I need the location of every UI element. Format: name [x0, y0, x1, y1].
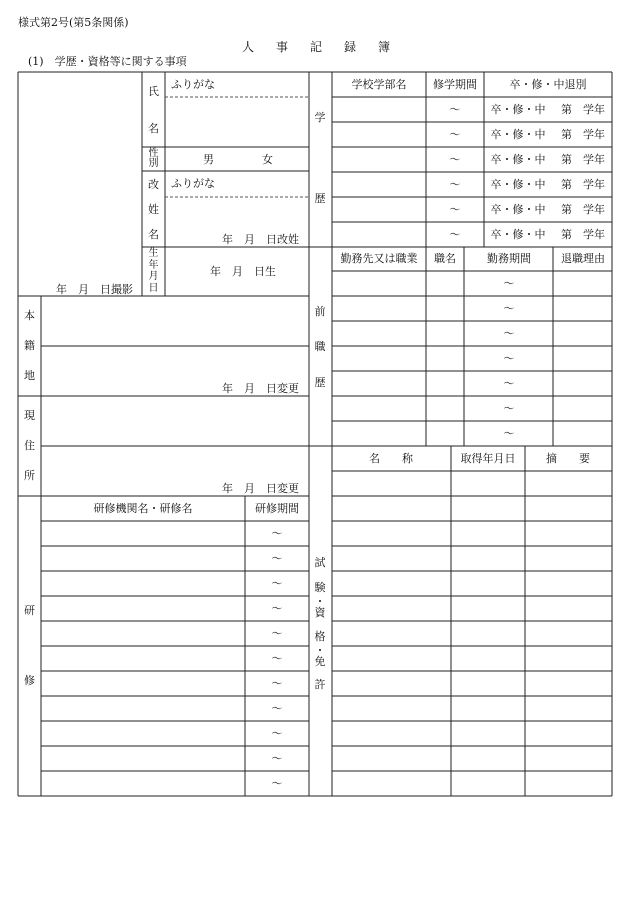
- education-status-options[interactable]: 卒・修・中: [490, 153, 546, 166]
- address-change-date: 年 月 日変更: [222, 482, 299, 495]
- education-grade: 第 学年: [561, 153, 605, 166]
- training-period-mark: ～: [271, 577, 283, 590]
- education-grade: 第 学年: [561, 128, 605, 141]
- license-label-char: ・: [314, 644, 326, 657]
- training-period-mark: ～: [271, 652, 283, 665]
- license-label-char: ・: [314, 595, 326, 608]
- training-header-name: 研修機関名・研修名: [93, 502, 193, 515]
- education-header-period: 修学期間: [433, 78, 477, 91]
- career-header-employer: 勤務先又は職業: [340, 252, 418, 265]
- career-label-char: 歴: [314, 376, 326, 389]
- name-change-date: 年 月 日改姓: [222, 233, 299, 246]
- education-period-mark: ～: [449, 128, 461, 141]
- career-period-mark: ～: [503, 327, 515, 340]
- sex-option-male[interactable]: 男: [203, 153, 214, 166]
- career-header-period: 勤務期間: [487, 252, 531, 265]
- education-label-char: 歴: [314, 192, 326, 205]
- education-grade: 第 学年: [561, 103, 605, 116]
- training-period-mark: ～: [271, 527, 283, 540]
- sex-label: 性 別: [148, 148, 159, 169]
- career-period-mark: ～: [503, 402, 515, 415]
- education-grade: 第 学年: [561, 178, 605, 191]
- education-header-status: 卒・修・中退別: [509, 78, 587, 91]
- career-label-char: 前: [314, 305, 326, 318]
- training-period-mark: ～: [271, 602, 283, 615]
- license-label-char: 資: [314, 606, 326, 619]
- training-period-mark: ～: [271, 677, 283, 690]
- education-status-options[interactable]: 卒・修・中: [490, 103, 546, 116]
- education-status-options[interactable]: 卒・修・中: [490, 128, 546, 141]
- education-period-mark: ～: [449, 153, 461, 166]
- form-number: 様式第2号(第5条関係): [18, 16, 129, 29]
- education-label-char: 学: [314, 111, 326, 124]
- career-header-reason: 退職理由: [561, 252, 605, 265]
- career-header-title: 職名: [434, 252, 456, 265]
- career-period-mark: ～: [503, 277, 515, 290]
- education-period-mark: ～: [449, 203, 461, 216]
- training-header-period: 研修期間: [255, 502, 299, 515]
- education-header-school: 学校学部名: [351, 78, 407, 91]
- training-period-mark: ～: [271, 552, 283, 565]
- training-period-mark: ～: [271, 727, 283, 740]
- education-period-mark: ～: [449, 103, 461, 116]
- career-period-mark: ～: [503, 377, 515, 390]
- career-period-mark: ～: [503, 302, 515, 315]
- education-period-mark: ～: [449, 228, 461, 241]
- training-period-mark: ～: [271, 752, 283, 765]
- sex-option-female[interactable]: 女: [262, 153, 273, 166]
- license-header-date: 取得年月日: [460, 452, 516, 465]
- honseki-change-date: 年 月 日変更: [222, 382, 299, 395]
- license-header-summary: 摘 要: [546, 452, 590, 465]
- document-title: 人 事 記 録 簿: [242, 40, 390, 54]
- training-period-mark: ～: [271, 627, 283, 640]
- education-grade: 第 学年: [561, 228, 605, 241]
- name-furigana-label: ふりがな: [171, 78, 215, 91]
- honseki-field[interactable]: [42, 297, 308, 345]
- education-status-options[interactable]: 卒・修・中: [490, 228, 546, 241]
- address-field[interactable]: [42, 397, 308, 445]
- education-period-mark: ～: [449, 178, 461, 191]
- name-field[interactable]: [166, 98, 308, 146]
- career-period-mark: ～: [503, 427, 515, 440]
- license-label-char: 試: [314, 556, 326, 569]
- training-period-mark: ～: [271, 702, 283, 715]
- education-status-options[interactable]: 卒・修・中: [490, 178, 546, 191]
- section-heading: (1) 学歴・資格等に関する事項: [28, 55, 187, 68]
- name-label: 氏 名: [148, 84, 159, 136]
- license-label-char: 許: [314, 678, 326, 691]
- address-label: 現 住 所: [24, 409, 35, 482]
- education-status-options[interactable]: 卒・修・中: [490, 203, 546, 216]
- education-grade: 第 学年: [561, 203, 605, 216]
- license-label-char: 験: [314, 581, 326, 594]
- birth-label: 生 年 月 日: [148, 247, 159, 295]
- photo-date-label: 年 月 日撮影: [56, 283, 133, 296]
- training-label: 研 修: [24, 604, 35, 687]
- training-period-mark: ～: [271, 777, 283, 790]
- career-period-mark: ～: [503, 352, 515, 365]
- name-change-label: 改 姓 名: [148, 177, 159, 242]
- honseki-label: 本 籍 地: [24, 309, 35, 382]
- license-label-char: 免: [314, 655, 326, 668]
- name-change-furigana-label: ふりがな: [171, 177, 215, 190]
- license-label-char: 格: [314, 630, 326, 643]
- career-label-char: 職: [314, 340, 326, 353]
- license-header-name: 名 称: [369, 452, 413, 465]
- photo-box[interactable]: [19, 73, 141, 295]
- birth-date: 年 月 日生: [210, 265, 276, 278]
